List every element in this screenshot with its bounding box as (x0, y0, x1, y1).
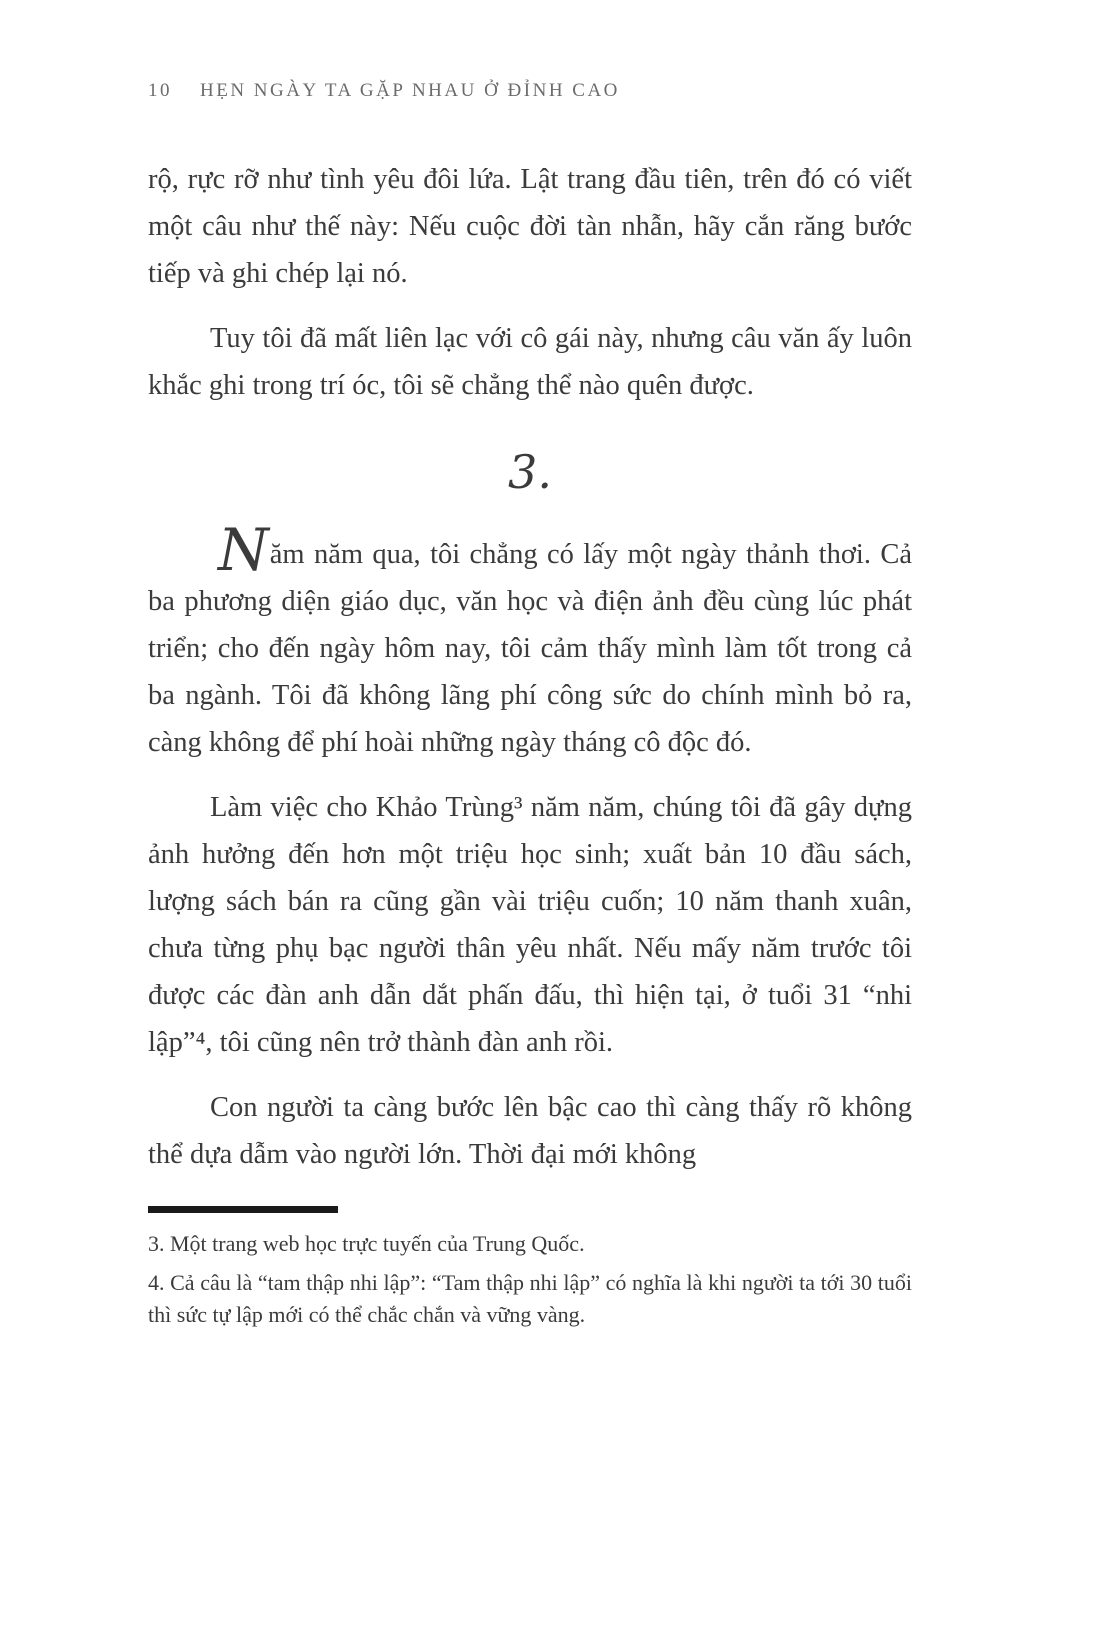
footnote-3: 3. Một trang web học trực tuyến của Trung Quốc. (148, 1231, 585, 1256)
dropcap-letter: N (218, 516, 270, 584)
section-number: 3. (508, 445, 552, 499)
body-text (148, 156, 912, 1178)
paragraph-3-text: ăm năm qua, tôi chẳng có lấy một ngày thảnh thơi. Cả ba phương diện giáo dục, văn học và điện ảnh đều cùng lúc phát triển; cho đến ngày hôm nay, tôi cảm thấy mình làm tốt trong cả ba ngành. Tôi đã không lãng phí công sức do chính mình bỏ ra, càng không để phí hoài những ngày tháng cô độc đó. (148, 539, 912, 758)
footnote-rule (148, 1206, 338, 1213)
paragraph-2: Tuy tôi đã mất liên lạc với cô gái này, nhưng câu văn ấy luôn khắc ghi trong trí óc, tôi sẽ chẳng thể nào quên được. (148, 323, 912, 401)
paragraph-4: Làm việc cho Khảo Trùng³ năm năm, chúng tôi đã gây dựng ảnh hưởng đến hơn một triệu học sinh; xuất bản 10 đầu sách, lượng sách bán ra cũng gần vài triệu cuốn; 10 năm thanh xuân, chưa từng phụ bạc người thân yêu nhất. Nếu mấy năm trước tôi được các đàn anh dẫn dắt phấn đấu, thì hiện tại, ở tuổi 31 “nhi lập”⁴, tôi cũng nên trở thành đàn anh rồi. (148, 792, 912, 1058)
footnote-4: 4. Cả câu là “tam thập nhi lập”: “Tam thập nhi lập” có nghĩa là khi người ta tới 30 tuổi thì sức tự lập mới có thể chắc chắn và vững vàng. (148, 1269, 912, 1327)
page-header (148, 80, 912, 102)
paragraph-5: Con người ta càng bước lên bậc cao thì càng thấy rõ không thể dựa dẫm vào người lớn. Thời đại mới không (148, 1092, 912, 1170)
page-number: 10 (148, 80, 172, 101)
paragraph-3 (148, 516, 912, 766)
running-title: HẸN NGÀY TA GẶP NHAU Ở ĐỈNH CAO (200, 80, 620, 101)
paragraph-continuation: rộ, rực rỡ như tình yêu đôi lứa. Lật trang đầu tiên, trên đó có viết một câu như thế này: Nếu cuộc đời tàn nhẫn, hãy cắn răng bước tiếp và ghi chép lại nó. (148, 164, 912, 289)
footnote-section (148, 1206, 912, 1332)
